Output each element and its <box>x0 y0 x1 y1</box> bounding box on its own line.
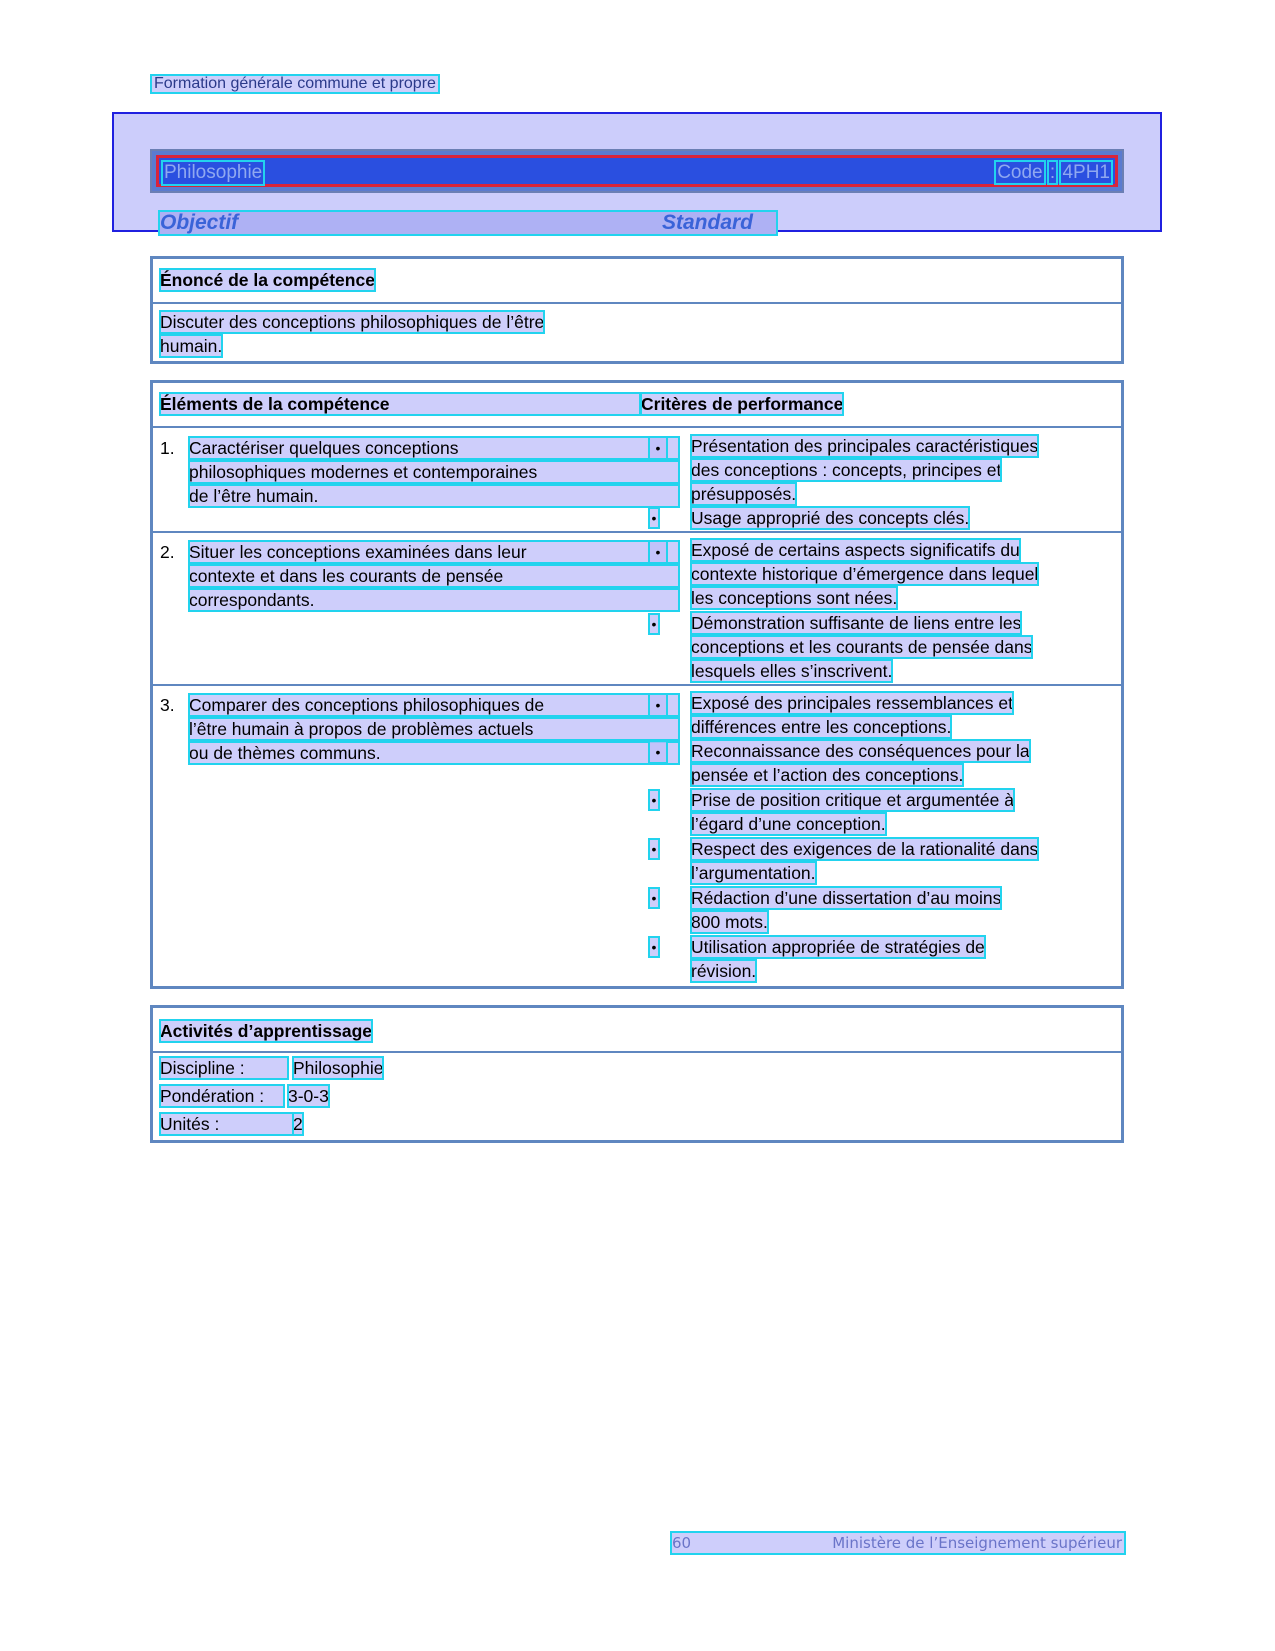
element-1-line-3: de l’être humain. <box>189 485 679 507</box>
discipline-value: Philosophie <box>293 1058 384 1078</box>
element-number-1: 1. <box>160 438 175 458</box>
activites-box <box>150 1005 1124 1143</box>
unites-value: 2 <box>293 1114 303 1134</box>
criterion-3-2-line-2: pensée et l’action des conceptions. <box>691 765 964 785</box>
element-2-line-3: correspondants. <box>189 589 679 611</box>
criterion-2-1-line-3: les conceptions sont nées. <box>691 588 898 608</box>
standard-label: Standard <box>662 211 754 234</box>
activites-heading-row <box>153 1008 1121 1051</box>
running-header: Formation générale commune et propre <box>151 75 439 93</box>
enonce-box <box>150 256 1124 364</box>
criterion-2-2-line-3: lesquels elles s’inscrivent. <box>691 661 893 681</box>
competence-table <box>150 380 1124 989</box>
competence-row-1 <box>153 426 1121 531</box>
objective-standard-row <box>160 212 776 234</box>
code-value: 4PH1 <box>1062 162 1110 183</box>
criterion-bullet: • <box>649 437 667 459</box>
enonce-heading-row <box>153 259 1121 302</box>
element-number-3: 3. <box>160 695 175 715</box>
enonce-line-1: Discuter des conceptions philosophiques de l’être <box>160 312 545 332</box>
criterion-1-1-line-1: Présentation des principales caractéristiques <box>691 436 1039 456</box>
criterion-2-2-line-2: conceptions et les courants de pensée dans <box>691 637 1033 657</box>
criterion-bullet: • <box>649 888 659 908</box>
course-name: Philosophie <box>164 162 263 183</box>
enonce-heading: Énoncé de la compétence <box>160 270 375 290</box>
criterion-3-4-line-1: Respect des exigences de la rationalité dans <box>691 839 1039 859</box>
criterion-2-2-line-1: Démonstration suffisante de liens entre les <box>691 613 1022 633</box>
criterion-bullet: • <box>649 694 667 716</box>
criterion-bullet: • <box>649 508 659 528</box>
unites-label: Unités : <box>160 1113 293 1135</box>
criterion-bullet: • <box>649 614 659 634</box>
element-number-2: 2. <box>160 542 175 562</box>
ponderation-value: 3-0-3 <box>288 1086 329 1106</box>
objectif-label: Objectif <box>160 211 239 234</box>
criterion-3-5-line-2: 800 mots. <box>691 912 768 932</box>
ministry-name: Ministère de l’Enseignement supérieur <box>832 1534 1122 1552</box>
page-number: 60 <box>672 1534 692 1552</box>
element-3-line-1: Comparer des conceptions philosophiques de <box>189 694 679 716</box>
criterion-3-1-line-1: Exposé des principales ressemblances et <box>691 693 1013 713</box>
competence-header-row <box>153 383 1121 426</box>
course-title-bar-inner <box>156 155 1118 187</box>
criterion-1-1-line-2: des conceptions : concepts, principes et <box>691 460 1002 480</box>
criterion-1-2-line-1: Usage approprié des concepts clés. <box>691 508 970 528</box>
criterion-3-3-line-2: l’égard d’une conception. <box>691 814 886 834</box>
criterion-2-1-line-1: Exposé de certains aspects significatifs du <box>691 540 1020 560</box>
criterion-3-1-line-2: différences entre les conceptions. <box>691 717 952 737</box>
criterion-3-6-line-1: Utilisation appropriée de stratégies de <box>691 937 985 957</box>
element-2-line-1: Situer les conceptions examinées dans leur <box>189 541 679 563</box>
enonce-line-2: humain. <box>160 336 223 356</box>
course-title-bar <box>150 149 1124 193</box>
course-code-group <box>996 162 1111 184</box>
activites-heading: Activités d’apprentissage <box>160 1021 373 1041</box>
criterion-3-5-line-1: Rédaction d’une dissertation d’au moins <box>691 888 1002 908</box>
criterion-bullet: • <box>649 839 659 859</box>
ponderation-label: Pondération : <box>160 1085 284 1107</box>
criteres-heading: Critères de performance <box>641 394 844 414</box>
element-1-line-1: Caractériser quelques conceptions <box>189 437 679 459</box>
code-separator: : <box>1049 162 1056 183</box>
elements-heading: Éléments de la compétence <box>160 393 640 415</box>
competence-row-2 <box>153 531 1121 684</box>
criterion-bullet: • <box>649 790 659 810</box>
criterion-3-4-line-2: l’argumentation. <box>691 863 816 883</box>
criterion-bullet: • <box>649 541 667 563</box>
enonce-body <box>153 302 1121 364</box>
page-footer <box>672 1533 1124 1553</box>
competence-row-3 <box>153 684 1121 986</box>
criterion-3-3-line-1: Prise de position critique et argumentée à <box>691 790 1014 810</box>
criterion-3-2-line-1: Reconnaissance des conséquences pour la <box>691 741 1030 761</box>
criterion-2-1-line-2: contexte historique d’émergence dans lequel <box>691 564 1039 584</box>
criterion-bullet: • <box>649 937 659 957</box>
criterion-3-6-line-2: révision. <box>691 961 757 981</box>
discipline-label: Discipline : <box>160 1057 288 1079</box>
element-1-line-2: philosophiques modernes et contemporaines <box>189 461 679 483</box>
activites-body <box>153 1051 1121 1141</box>
element-2-line-2: contexte et dans les courants de pensée <box>189 565 679 587</box>
criterion-1-1-line-3: présupposés. <box>691 484 797 504</box>
code-label: Code <box>997 162 1043 183</box>
element-3-line-3: ou de thèmes communs. <box>189 742 679 764</box>
element-3-line-2: l’être humain à propos de problèmes actuels <box>189 718 679 740</box>
criterion-bullet: • <box>649 741 667 763</box>
